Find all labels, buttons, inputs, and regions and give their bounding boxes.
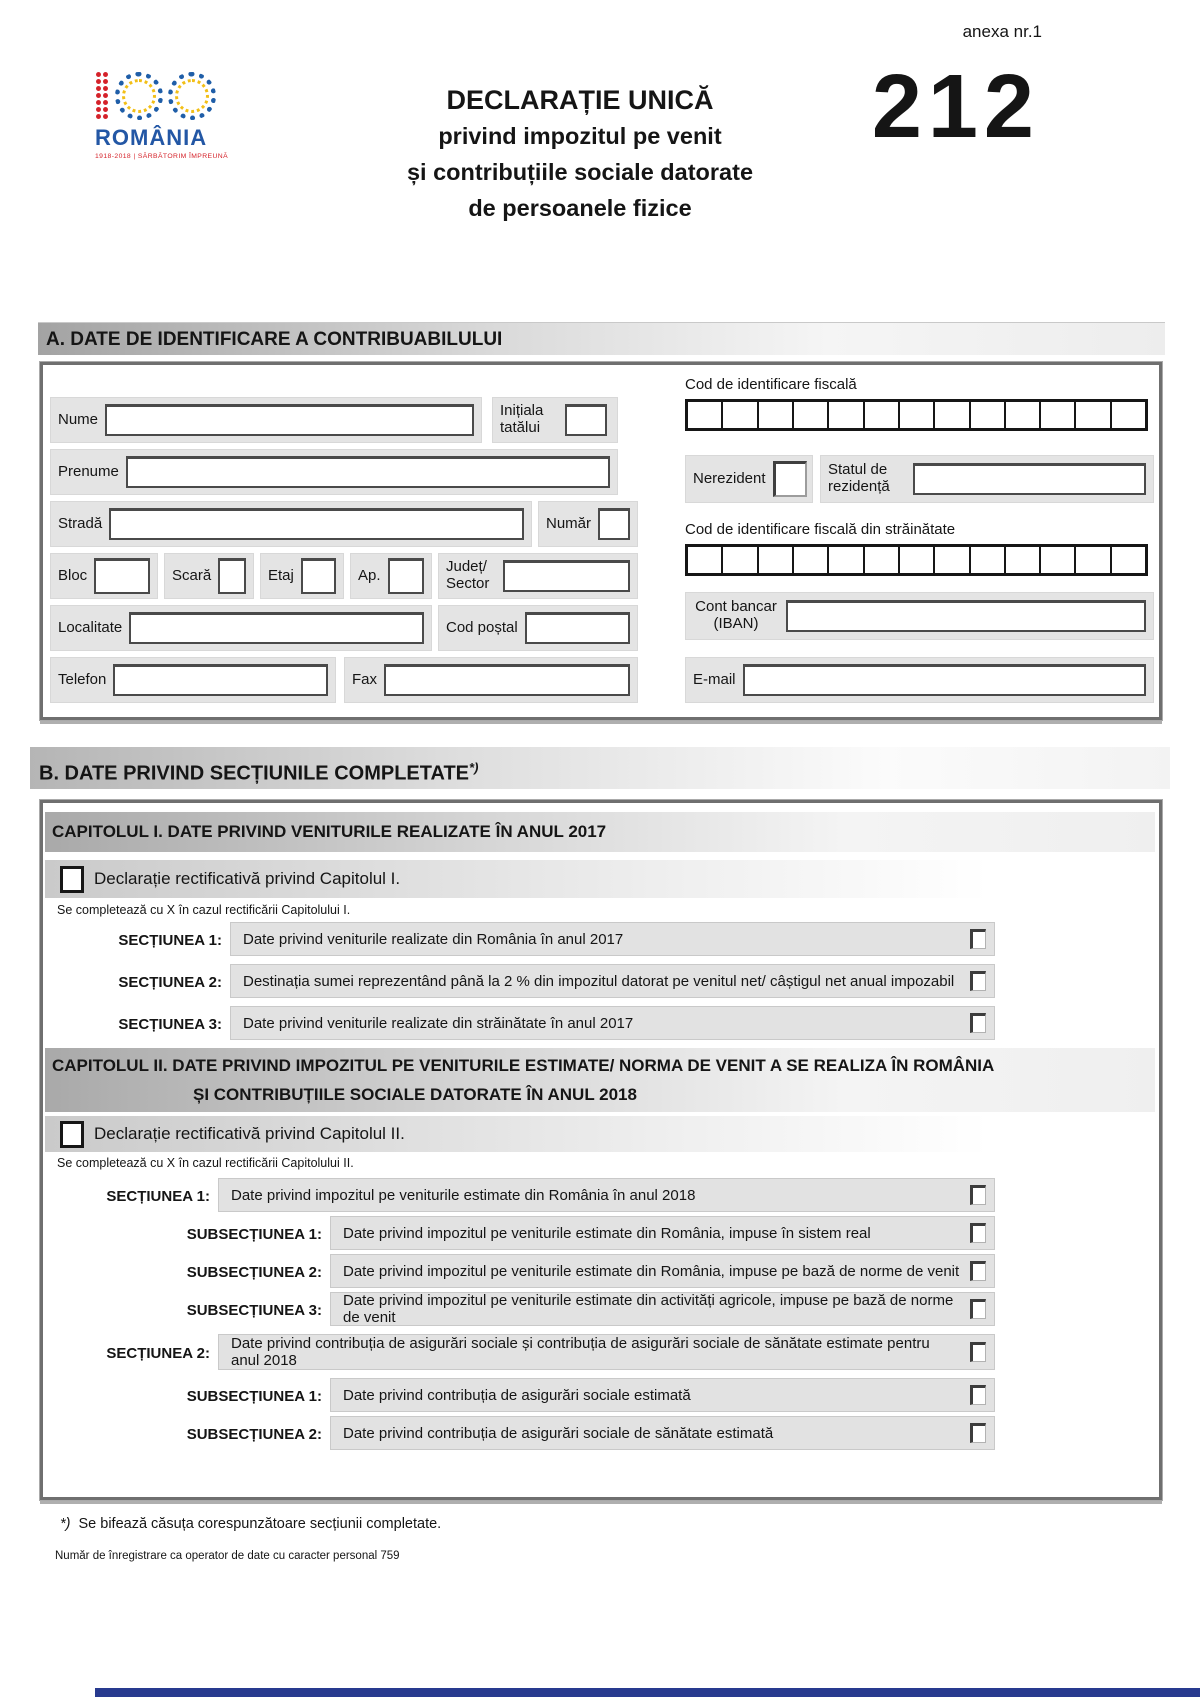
cif-strainatate-cell[interactable] [1112, 547, 1145, 573]
page-bottom-accent-bar [95, 1688, 1200, 1697]
nume-input[interactable] [105, 404, 474, 436]
section-b-title-text: B. DATE PRIVIND SECȚIUNILE COMPLETATE [39, 762, 470, 785]
field-cod-postal [438, 605, 638, 651]
chapter2-row6-checkbox[interactable] [970, 1423, 986, 1443]
chapter1-header: CAPITOLUL I. DATE PRIVIND VENITURILE REALIZATE ÎN ANUL 2017 [45, 812, 1155, 852]
annex-label: anexa nr.1 [962, 22, 1042, 41]
localitate-input[interactable] [129, 612, 424, 644]
field-judet-sector [438, 553, 638, 599]
logo-digit-0-icon [115, 72, 163, 120]
field-cod-postal-label: Cod poștal [446, 618, 518, 636]
scara-input[interactable] [218, 558, 246, 594]
field-email [685, 657, 1154, 703]
cif-strainatate-cell[interactable] [1041, 547, 1076, 573]
cif-label: Cod de identificare fiscală [685, 376, 857, 393]
form-title-line4: de persoanele fizice [468, 195, 692, 221]
chapter2-row0-label: SECȚIUNEA 1: [106, 1188, 210, 1205]
field-scara-label: Scară [172, 566, 212, 584]
nerezident-checkbox[interactable] [773, 461, 807, 497]
chapter2-row6-label: SUBSECȚIUNEA 2: [186, 1426, 322, 1443]
chapter1-rectificative-checkbox[interactable] [60, 866, 84, 893]
prenume-input[interactable] [126, 456, 610, 488]
chapter2-row1-bar [330, 1216, 995, 1250]
numar-input[interactable] [598, 508, 630, 540]
chapter2-row3-bar [330, 1292, 995, 1326]
field-scara [164, 553, 254, 599]
field-localitate-label: Localitate [58, 618, 123, 636]
chapter1-rectificative-note: Se completează cu X în cazul rectificării Capitolului I. [57, 903, 351, 917]
chapter1-row1-checkbox[interactable] [970, 971, 986, 991]
chapter1-row2-label: SECȚIUNEA 3: [118, 1016, 222, 1033]
logo-tagline: 1918-2018 | SĂRBĂTORIM ÎMPREUNĂ [95, 153, 229, 160]
cif-strainatate-cell[interactable] [794, 547, 829, 573]
telefon-input[interactable] [113, 664, 328, 696]
chapter1-row1-label: SECȚIUNEA 2: [118, 974, 222, 991]
cif-strainatate-label: Cod de identificare fiscală din străinătate [685, 521, 956, 538]
field-fax-label: Fax [352, 670, 378, 688]
chapter2-row2-bar [330, 1254, 995, 1288]
logo-digit-0-icon [168, 72, 216, 120]
cif-strainatate-cell[interactable] [829, 547, 864, 573]
cif-cell[interactable] [1076, 402, 1111, 428]
field-numar [538, 501, 638, 547]
chapter1-row1-text: Destinația sumei reprezentând până la 2 % din impozitul datorat pe venitul net/ câștigul net anual impozabil [243, 972, 955, 990]
chapter2-row4-label: SECȚIUNEA 2: [106, 1345, 210, 1362]
cif-strainatate-cell[interactable] [723, 547, 758, 573]
cif-grid [685, 399, 1148, 431]
chapter2-row1-label: SUBSECȚIUNEA 1: [186, 1226, 322, 1243]
fax-input[interactable] [384, 664, 630, 696]
chapter2-row4-checkbox[interactable] [970, 1342, 986, 1362]
cif-cell[interactable] [971, 402, 1006, 428]
field-strada-label: Stradă [58, 514, 103, 532]
cif-cell[interactable] [1006, 402, 1041, 428]
logo-country-text: ROMÂNIA [95, 125, 208, 150]
initiala-tatalui-input[interactable] [565, 404, 607, 436]
registration-note: Număr de înregistrare ca operator de date cu caracter personal 759 [55, 1550, 400, 1562]
cif-cell[interactable] [865, 402, 900, 428]
chapter2-row0-checkbox[interactable] [970, 1185, 986, 1205]
field-etaj-label: Etaj [268, 566, 294, 584]
chapter1-row0-bar [230, 922, 995, 956]
chapter2-row4-text: Date privind contribuția de asigurări sociale și contribuția de asigurări sociale de sănătate estimate pentru anul 2018 [231, 1335, 930, 1369]
chapter2-row0-text: Date privind impozitul pe veniturile estimate din România în anul 2018 [231, 1186, 696, 1204]
statul-de-rezidenta-input[interactable] [913, 463, 1146, 495]
chapter1-rectificative-row [45, 860, 1155, 898]
chapter2-row5-bar [330, 1378, 995, 1412]
chapter2-row4-bar [218, 1334, 995, 1370]
cif-cell[interactable] [900, 402, 935, 428]
etaj-input[interactable] [301, 558, 336, 594]
field-nume-label: Nume [58, 410, 99, 428]
cont-bancar-input[interactable] [786, 600, 1146, 632]
chapter1-row2-checkbox[interactable] [970, 1013, 986, 1033]
chapter2-row2-text: Date privind impozitul pe veniturile estimate din România, impuse pe bază de norme de venit [343, 1262, 960, 1280]
chapter1-row1-bar [230, 964, 995, 998]
cif-cell[interactable] [723, 402, 758, 428]
field-numar-label: Număr [546, 514, 592, 532]
form-title-line2: privind impozitul pe venit [438, 123, 722, 149]
field-fax [344, 657, 638, 703]
email-input[interactable] [743, 664, 1146, 696]
chapter2-row3-checkbox[interactable] [970, 1299, 986, 1319]
cif-strainatate-cell[interactable] [1076, 547, 1111, 573]
chapter1-row0-label: SECȚIUNEA 1: [118, 932, 222, 949]
field-nerezident [685, 455, 813, 503]
field-strada [50, 501, 532, 547]
form-number: 212 [871, 57, 1040, 157]
cod-postal-input[interactable] [525, 612, 630, 644]
judet-sector-input[interactable] [503, 560, 630, 592]
cif-strainatate-cell[interactable] [688, 547, 723, 573]
cif-cell[interactable] [759, 402, 794, 428]
chapter2-header [45, 1048, 1155, 1112]
field-cont-bancar [685, 592, 1154, 640]
chapter1-row0-text: Date privind veniturile realizate din România în anul 2017 [243, 930, 624, 948]
cif-cell[interactable] [829, 402, 864, 428]
cif-cell[interactable] [1041, 402, 1076, 428]
field-prenume [50, 449, 618, 495]
field-ap-label: Ap. [358, 566, 381, 584]
cif-cell[interactable] [1112, 402, 1145, 428]
footnote [60, 1516, 441, 1532]
chapter2-row3-text: Date privind impozitul pe veniturile estimate din activități agricole, impuse pe bază de norme de venit [343, 1292, 954, 1326]
cif-strainatate-cell[interactable] [971, 547, 1006, 573]
field-etaj [260, 553, 344, 599]
form-title-line3: și contribuțiile sociale datorate [406, 159, 754, 185]
footnote-text: Se bifează căsuța corespunzătoare secțiunii completate. [78, 1516, 442, 1532]
chapter2-row1-text: Date privind impozitul pe veniturile estimate din România, impuse în sistem real [343, 1224, 871, 1242]
field-email-label: E-mail [693, 670, 736, 688]
field-localitate [50, 605, 432, 651]
section-b-title-footnote-mark: *) [469, 760, 479, 775]
strada-input[interactable] [109, 508, 524, 540]
logo-digit-1-icon [95, 71, 110, 121]
cif-strainatate-cell[interactable] [759, 547, 794, 573]
field-judet-sector-label: Județ/ Sector [446, 558, 490, 592]
cif-strainatate-cell[interactable] [1006, 547, 1041, 573]
chapter1-rectificative-label: Declarație rectificativă privind Capitolul I. [94, 869, 401, 888]
chapter2-rectificative-label: Declarație rectificativă privind Capitolul II. [94, 1124, 405, 1143]
chapter2-row5-text: Date privind contribuția de asigurări sociale estimată [343, 1386, 691, 1404]
field-cont-bancar-label: Cont bancar (IBAN) [695, 598, 777, 632]
form-title [300, 82, 860, 226]
chapter2-row2-label: SUBSECȚIUNEA 2: [186, 1264, 322, 1281]
footnote-marker: *) [60, 1516, 71, 1532]
field-bloc [50, 553, 158, 599]
cif-strainatate-cell[interactable] [935, 547, 970, 573]
field-initiala-tatalui [492, 397, 618, 443]
chapter2-row5-label: SUBSECȚIUNEA 1: [186, 1388, 322, 1405]
chapter2-row5-checkbox[interactable] [970, 1385, 986, 1405]
logo-100-icon [95, 70, 245, 122]
cif-cell[interactable] [935, 402, 970, 428]
chapter2-row1-checkbox[interactable] [970, 1223, 986, 1243]
chapter2-rectificative-note: Se completează cu X în cazul rectificării Capitolului II. [57, 1156, 354, 1170]
chapter2-row6-text: Date privind contribuția de asigurări sociale de sănătate estimată [343, 1424, 774, 1442]
cif-strainatate-grid [685, 544, 1148, 576]
field-ap [350, 553, 432, 599]
chapter1-row0-checkbox[interactable] [970, 929, 986, 949]
cif-strainatate-cell[interactable] [900, 547, 935, 573]
field-telefon [50, 657, 336, 703]
chapter2-rectificative-row [45, 1116, 1155, 1152]
field-bloc-label: Bloc [58, 566, 88, 584]
chapter2-row2-checkbox[interactable] [970, 1261, 986, 1281]
chapter2-row3-label: SUBSECȚIUNEA 3: [186, 1302, 322, 1319]
field-prenume-label: Prenume [58, 462, 119, 480]
chapter2-header-line1: CAPITOLUL II. DATE PRIVIND IMPOZITUL PE VENITURILE ESTIMATE/ NORMA DE VENIT A SE REALIZA ÎN ROMÂNIA [52, 1056, 995, 1075]
section-b-header [30, 747, 1170, 789]
cif-cell[interactable] [688, 402, 723, 428]
chapter2-header-line2: ȘI CONTRIBUȚIILE SOCIALE DATORATE ÎN ANUL 2018 [193, 1085, 637, 1104]
chapter1-row2-text: Date privind veniturile realizate din străinătate în anul 2017 [243, 1014, 634, 1032]
field-initiala-tatalui-label: Inițiala tatălui [500, 402, 544, 436]
chapter2-rectificative-checkbox[interactable] [60, 1121, 84, 1148]
cif-cell[interactable] [794, 402, 829, 428]
cif-strainatate-cell[interactable] [865, 547, 900, 573]
field-nume [50, 397, 482, 443]
field-statul-de-rezidenta [820, 455, 1154, 503]
ap-input[interactable] [388, 558, 424, 594]
bloc-input[interactable] [94, 558, 150, 594]
chapter2-row0-bar [218, 1178, 995, 1212]
field-statul-de-rezidenta-label: Statul de rezidență [828, 461, 890, 495]
field-nerezident-label: Nerezident [693, 469, 766, 487]
section-a-header: A. DATE DE IDENTIFICARE A CONTRIBUABILULUI [38, 322, 1165, 355]
chapter1-row2-bar [230, 1006, 995, 1040]
field-telefon-label: Telefon [58, 670, 107, 688]
chapter2-row6-bar [330, 1416, 995, 1450]
romania-centenary-logo [95, 70, 245, 160]
form-title-line1: DECLARAȚIE UNICĂ [446, 85, 714, 115]
